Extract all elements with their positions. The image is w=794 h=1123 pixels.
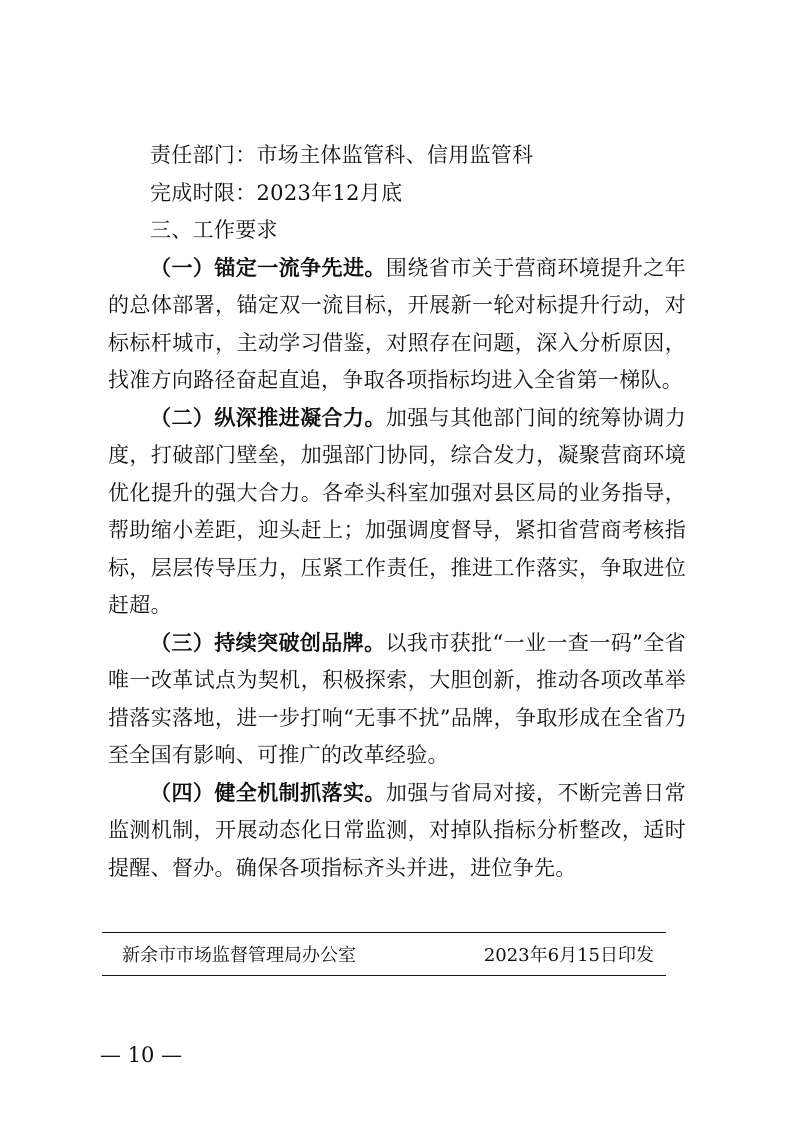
section-heading: 三、工作要求 [150,218,278,242]
footer-bottom-rule [102,975,666,976]
paragraph-2 [108,400,686,625]
paragraph-4 [108,775,686,888]
paragraph-3-text: 以我市获批“一业一查一码”全省唯一改革试点为契机，积极探索，大胆创新，推动各项改革举措落实落地，进一步打响“无事不扰”品牌，争取形成在全省乃至全国有影响、可推广的改革经验。 [108,630,686,767]
paragraph-1 [108,250,686,400]
footer-top-rule [102,932,666,933]
footer-issuer: 新余市市场监督管理局办公室 [122,945,356,966]
document-body [108,137,686,887]
completion-deadline: 完成时限：2023年12月底 [150,180,403,205]
paragraph-3 [108,625,686,775]
responsible-departments: 责任部门：市场主体监管科、信用监管科 [150,143,534,167]
paragraph-2-lead: （二）纵深推进凝合力。 [150,405,386,430]
page-number: — 10 — [100,1043,183,1067]
paragraph-2-text: 加强与其他部门间的统筹协调力度，打破部门壁垒，加强部门协同，综合发力，凝聚营商环境优化提升的强大合力。各牵头科室加强对县区局的业务指导，帮助缩小差距，迎头赶上；加强调度督导，紧扣省营商考核指标，层层传导压力，压紧工作责任，推进工作落实，争取进位赶超。 [108,405,686,617]
paragraph-1-text: 围绕省市关于营商环境提升之年的总体部署，锚定双一流目标，开展新一轮对标提升行动，对标标杆城市，主动学习借鉴，对照存在问题，深入分析原因，找准方向路径奋起直追，争取各项指标均进入全省第一梯队。 [108,255,686,392]
footer-issue-date: 2023年6月15日印发 [483,945,654,966]
paragraph-4-text: 加强与省局对接，不断完善日常监测机制，开展动态化日常监测，对掉队指标分析整改，适时提醒、督办。确保各项指标齐头并进，进位争先。 [108,780,686,880]
paragraph-1-lead: （一）锚定一流争先进。 [150,255,386,280]
paragraph-3-lead: （三）持续突破创品牌。 [150,630,386,655]
paragraph-4-lead: （四）健全机制抓落实。 [150,780,386,805]
